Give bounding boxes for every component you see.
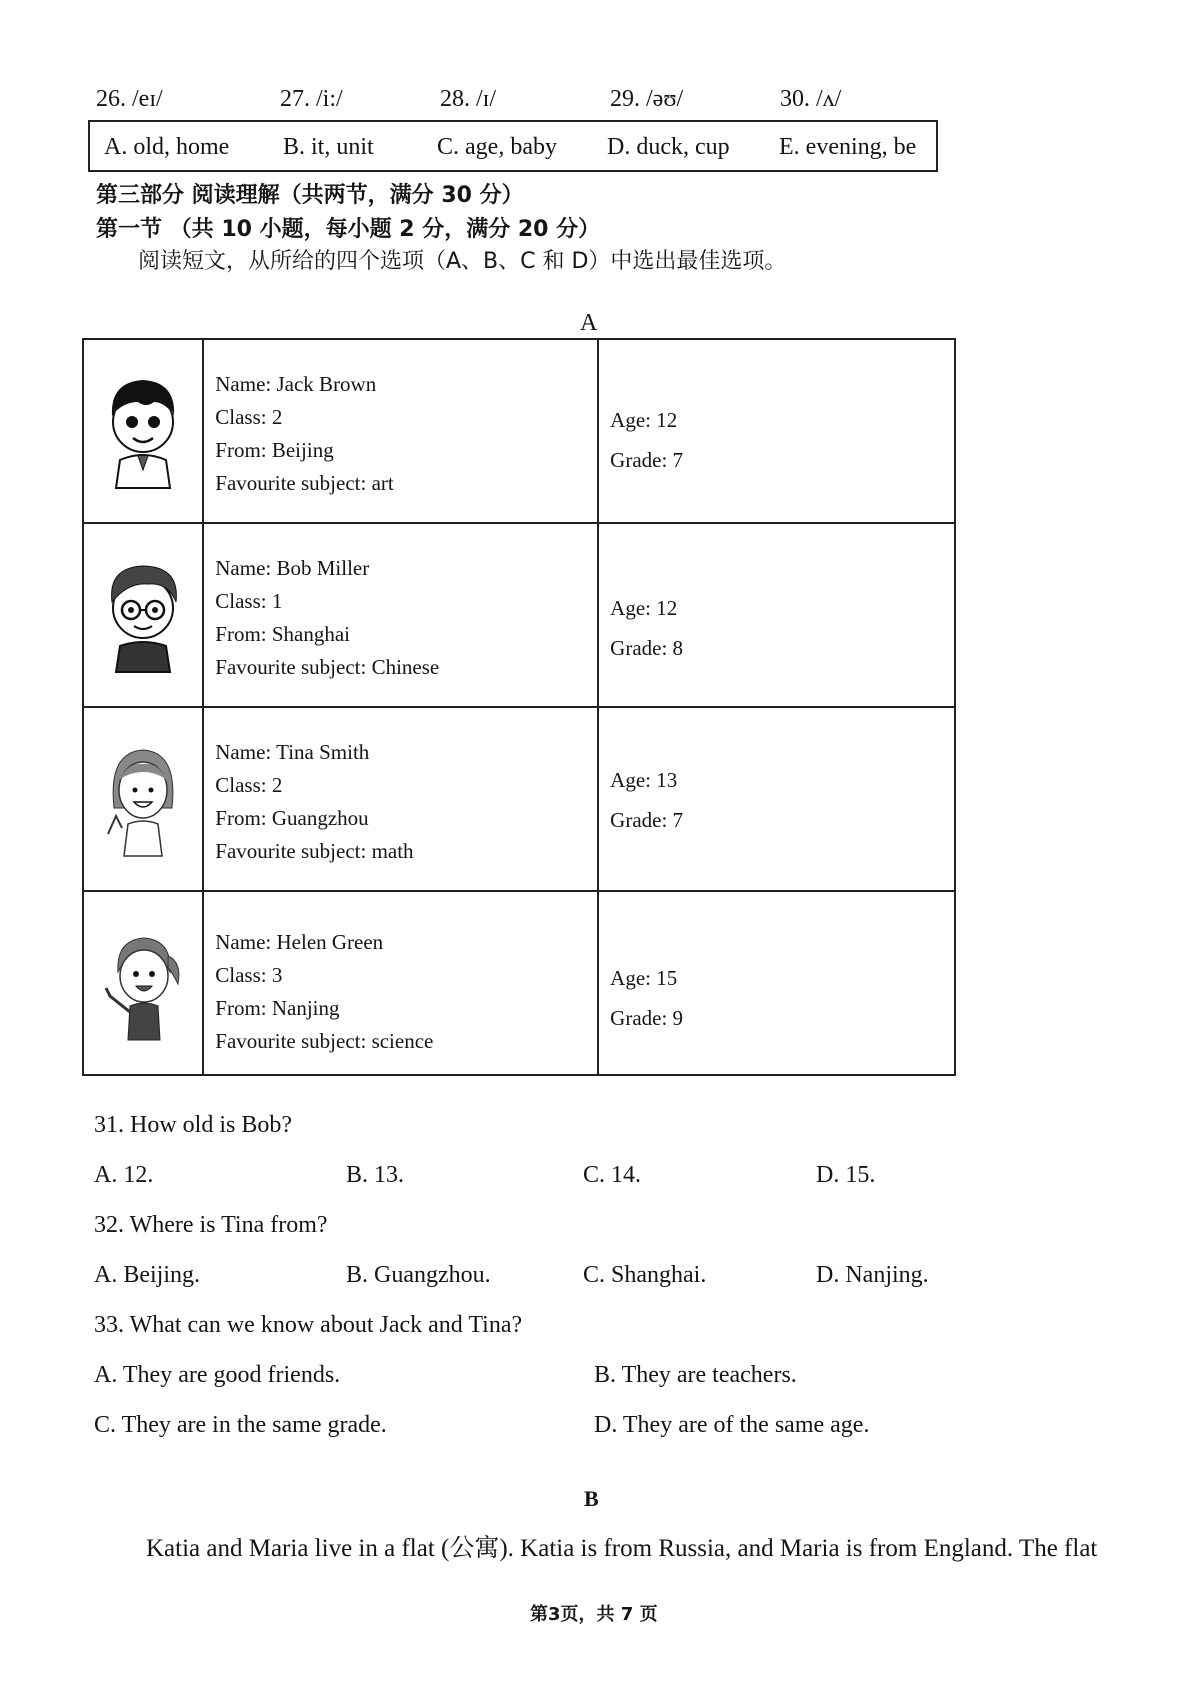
q31-option-b: B. 13. — [346, 1162, 405, 1188]
profile-age: Age: 12 — [610, 408, 678, 432]
phonetic-option-d: D. duck, cup — [607, 134, 730, 160]
profile-subject: Favourite subject: science — [215, 1029, 434, 1053]
profile-name: Name: Bob Miller — [215, 556, 370, 580]
phonetic-item-26: 26. /eɪ/ — [96, 86, 163, 112]
q31-option-a: A. 12. — [94, 1162, 154, 1188]
q32-option-c: C. Shanghai. — [583, 1262, 707, 1288]
q33-option-c: C. They are in the same grade. — [94, 1412, 387, 1438]
phonetic-item-27: 27. /i:/ — [280, 86, 343, 112]
profile-class: Class: 2 — [215, 405, 283, 429]
phonetic-option-e: E. evening, be — [779, 134, 917, 160]
profile-row — [83, 891, 955, 1075]
boy-glasses-icon — [84, 524, 202, 704]
student-profiles-table — [82, 338, 956, 1076]
q33-option-a: A. They are good friends. — [94, 1362, 341, 1388]
profile-row — [83, 339, 955, 523]
profile-subject: Favourite subject: Chinese — [215, 655, 440, 679]
phonetic-option-b: B. it, unit — [283, 134, 374, 160]
passage-a-label: A — [580, 310, 598, 336]
profile-name: Name: Jack Brown — [215, 372, 377, 396]
instruction-text: 阅读短文，从所给的四个选项（A、B、C 和 D）中选出最佳选项。 — [138, 249, 787, 274]
phonetic-option-c: C. age, baby — [437, 134, 557, 160]
phonetic-option-a: A. old, home — [104, 134, 230, 160]
profile-row — [83, 523, 955, 707]
q32-option-a: A. Beijing. — [94, 1262, 200, 1288]
question-33: 33. What can we know about Jack and Tina? — [94, 1312, 523, 1338]
profile-row — [83, 707, 955, 891]
profile-from: From: Shanghai — [215, 622, 351, 646]
profile-grade: Grade: 7 — [610, 808, 684, 832]
q31-option-d: D. 15. — [816, 1162, 876, 1188]
profile-subject: Favourite subject: art — [215, 471, 394, 495]
question-32: 32. Where is Tina from? — [94, 1212, 328, 1238]
profile-name: Name: Helen Green — [215, 930, 384, 954]
profile-age: Age: 13 — [610, 768, 678, 792]
passage-b-label: B — [584, 1486, 599, 1511]
section-one-title: 第一节 （共 10 小题，每小题 2 分，满分 20 分） — [96, 217, 601, 242]
passage-b-text: Katia and Maria live in a flat (公寓). Katia is from Russia, and Maria is from England. The flat — [146, 1535, 1098, 1562]
q33-option-b: B. They are teachers. — [594, 1362, 797, 1388]
profile-class: Class: 3 — [215, 963, 283, 987]
phonetic-item-29: 29. /əʊ/ — [610, 86, 684, 112]
profile-subject: Favourite subject: math — [215, 839, 414, 863]
page-footer: 第3页，共 7 页 — [530, 1604, 658, 1625]
q31-option-c: C. 14. — [583, 1162, 642, 1188]
girl-waving-icon — [84, 892, 202, 1072]
question-31: 31. How old is Bob? — [94, 1112, 292, 1138]
profile-grade: Grade: 7 — [610, 448, 684, 472]
profile-grade: Grade: 8 — [610, 636, 684, 660]
q32-option-d: D. Nanjing. — [816, 1262, 929, 1288]
profile-age: Age: 12 — [610, 596, 678, 620]
profile-from: From: Beijing — [215, 438, 334, 462]
phonetic-item-28: 28. /ɪ/ — [440, 86, 497, 112]
phonetic-item-30: 30. /ʌ/ — [780, 86, 842, 112]
part-three-title: 第三部分 阅读理解（共两节，满分 30 分） — [96, 183, 524, 208]
girl-icon — [84, 708, 202, 888]
profile-class: Class: 2 — [215, 773, 283, 797]
profile-name: Name: Tina Smith — [215, 740, 370, 764]
boy-icon — [84, 340, 202, 520]
q32-option-b: B. Guangzhou. — [346, 1262, 491, 1288]
q33-option-d: D. They are of the same age. — [594, 1412, 870, 1438]
profile-from: From: Guangzhou — [215, 806, 369, 830]
profile-grade: Grade: 9 — [610, 1006, 684, 1030]
profile-from: From: Nanjing — [215, 996, 340, 1020]
profile-class: Class: 1 — [215, 589, 283, 613]
profile-age: Age: 15 — [610, 966, 678, 990]
